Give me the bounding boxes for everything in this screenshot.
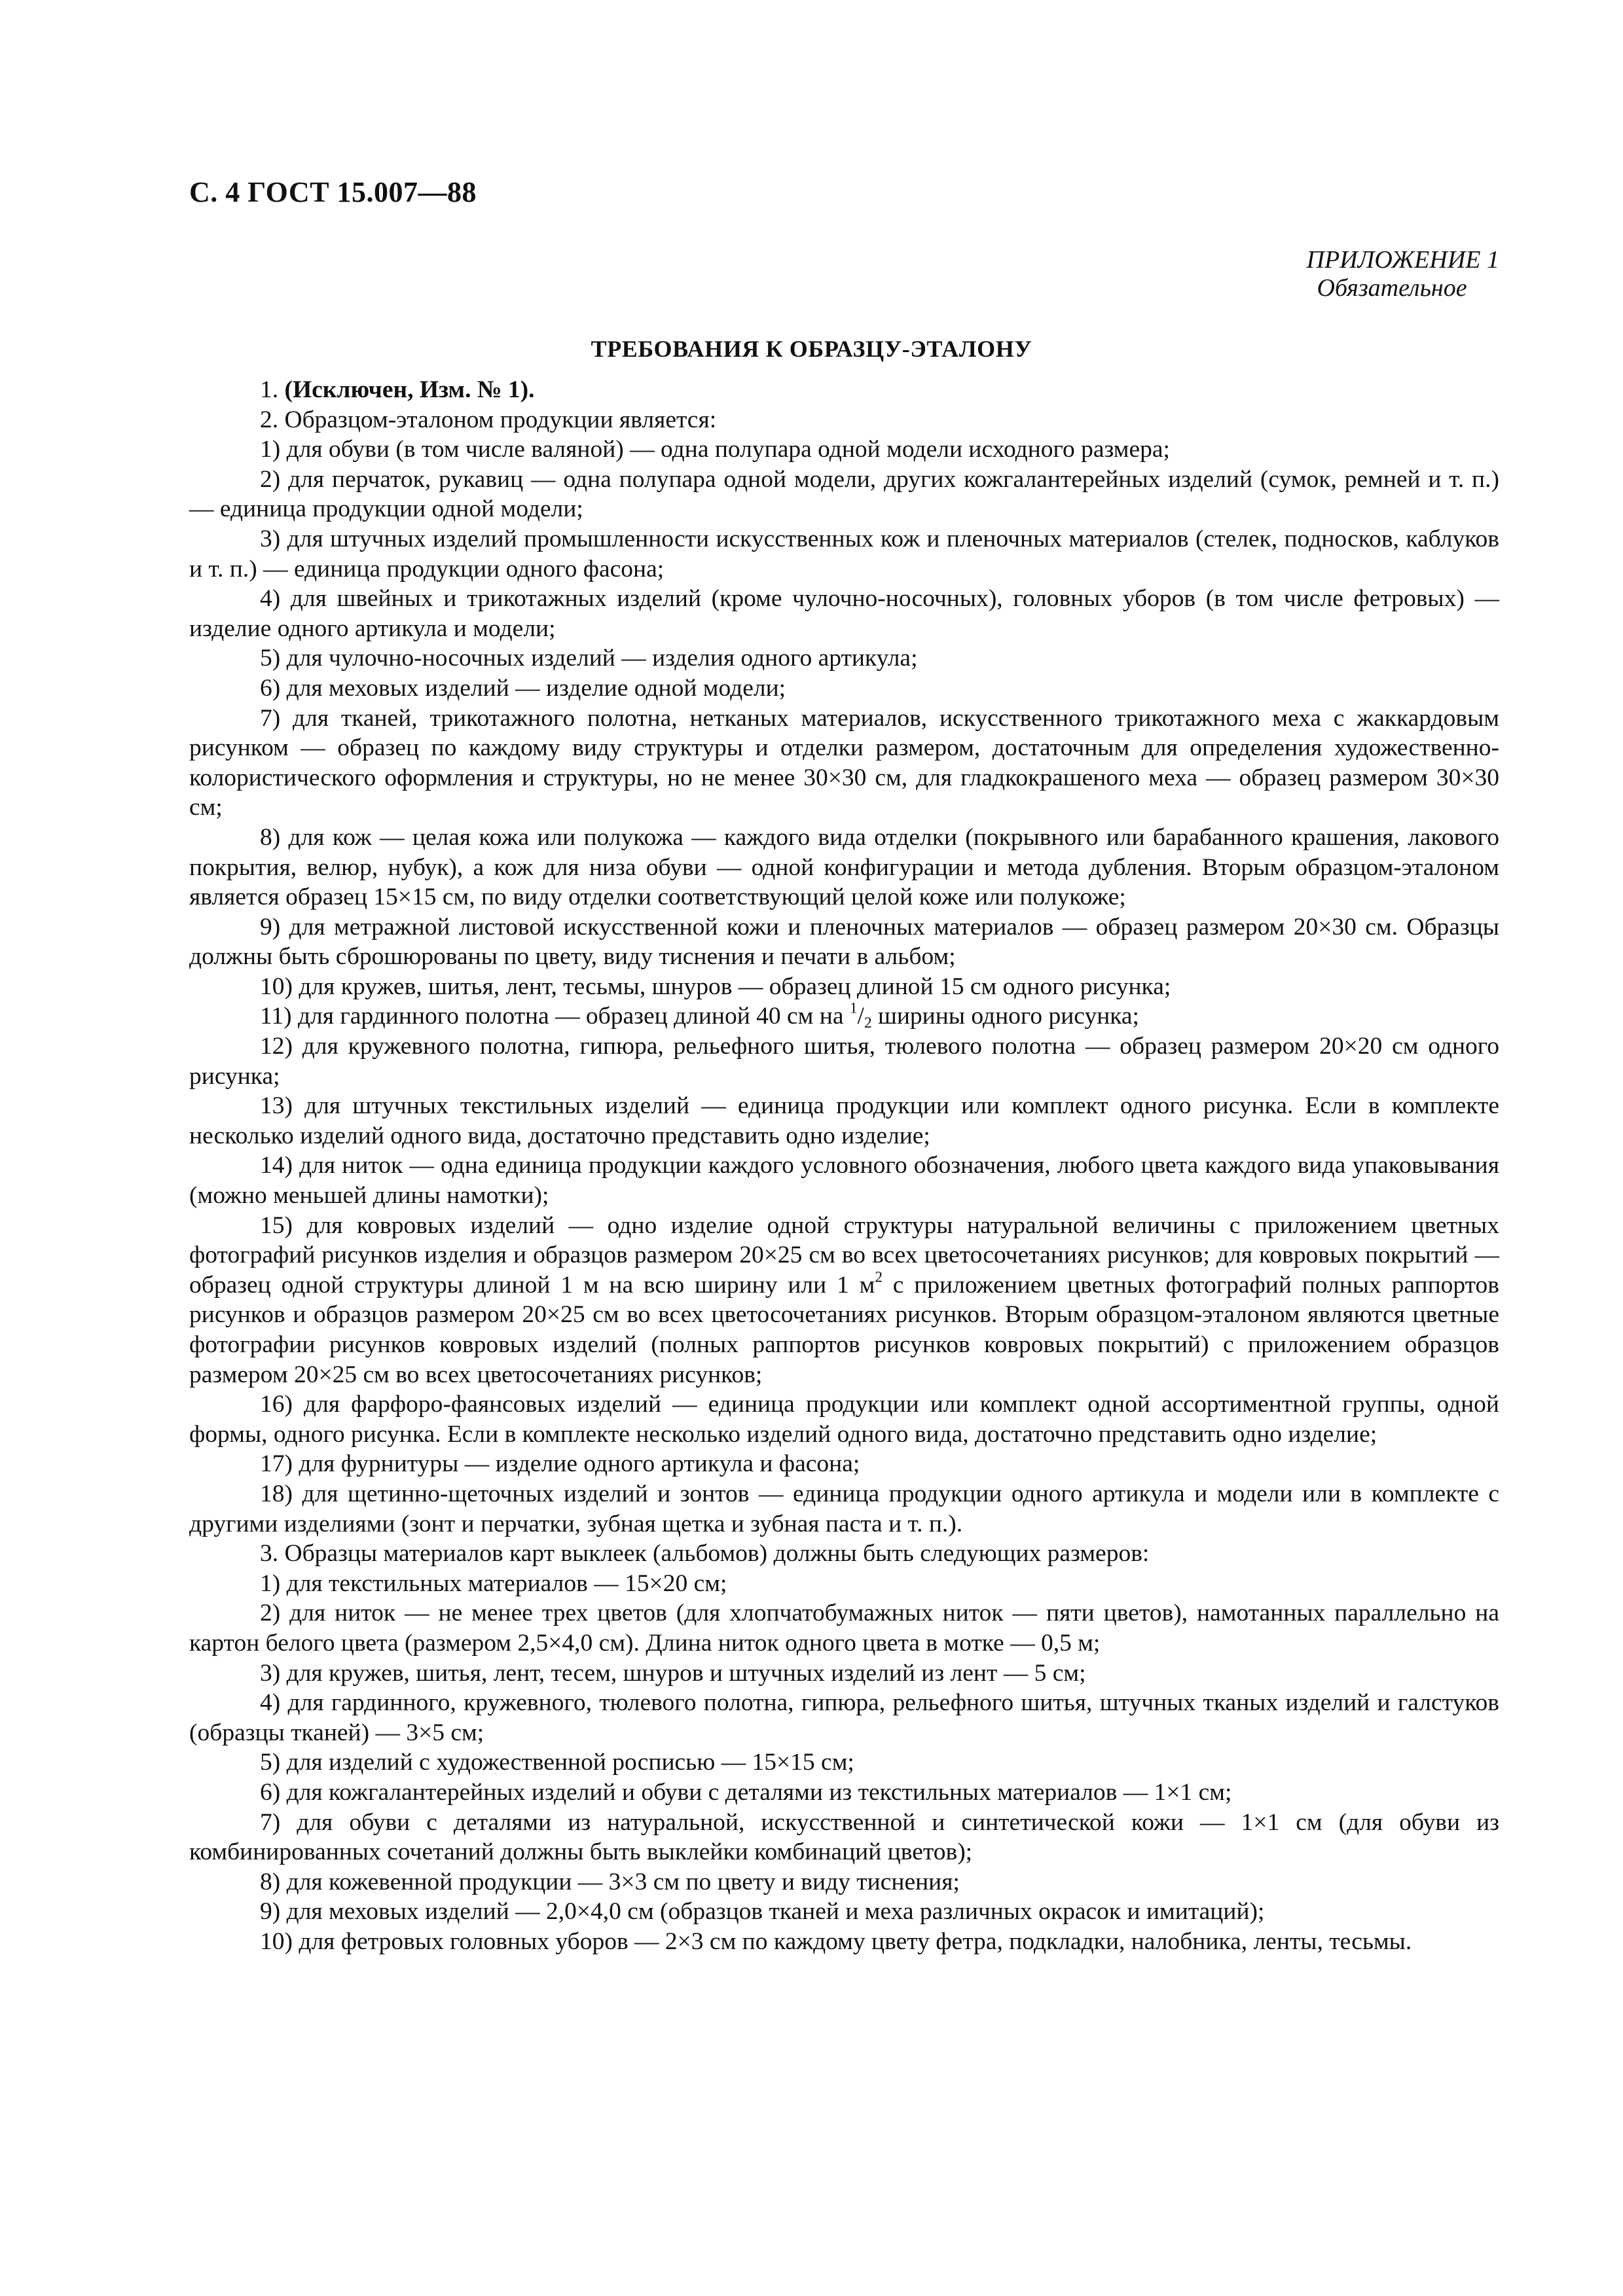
appendix-title: ПРИЛОЖЕНИЕ 1	[1306, 246, 1499, 274]
appendix-label	[1307, 246, 1499, 302]
paragraph-2: 2. Образцом-эталоном продукции является:	[260, 406, 717, 433]
fraction-numerator: 1	[849, 1000, 858, 1018]
list-item: 7) для обуви с деталями из натуральной, искусственной и синтетической кожи — 1×1 см (для обуви из комбинированных сочетаний должны быть выклейки комбинаций цветов);	[189, 1808, 1499, 1866]
list-item: 16) для фарфоро-фаянсовых изделий — единица продукции или комплект одной ассортиментной группы, одной формы, одного рисунка. Если в комплекте несколько изделий одного вида, достаточно представить одно изделие;	[189, 1391, 1499, 1448]
list-item: 9) для меховых изделий — 2,0×4,0 см (образцов тканей и меха различных окрасок и имитаций);	[260, 1898, 1265, 1926]
list-item: 5) для изделий с художественной росписью — 15×15 см;	[260, 1749, 854, 1776]
list-item	[189, 1001, 1499, 1031]
page-header: С. 4 ГОСТ 15.007—88	[189, 176, 477, 208]
list-item: 5) для чулочно-носочных изделий — изделия одного артикула;	[260, 645, 918, 672]
list-item	[189, 1211, 1499, 1390]
excluded-note: (Исключен, Изм. № 1).	[284, 376, 535, 403]
list-item: 18) для щетинно-щеточных изделий и зонтов — единица продукции одного артикула и модели или в комплекте с другими изделиями (зонт и перчатки, зубная щетка и зубная паста и т. п.).	[189, 1480, 1499, 1537]
list-item: 1) для обуви (в том числе валяной) — одна полупара одной модели исходного размера;	[260, 436, 1170, 463]
paragraph-1	[189, 375, 1499, 405]
list-item: 13) для штучных текстильных изделий — единица продукции или комплект одного рисунка. Если в комплекте несколько изделий одного вида, достаточно представить одно изделие;	[189, 1092, 1499, 1149]
text-run: 11) для гардинного полотна — образец длиной 40 см на	[260, 1003, 850, 1030]
list-item: 3) для кружев, шитья, лент, тесем, шнуров и штучных изделий из лент — 5 см;	[260, 1659, 1086, 1687]
fraction-denominator: 2	[864, 1014, 872, 1032]
list-item: 8) для кож — целая кожа или полукожа — каждого вида отделки (покрывного или барабанного крашения, лакового покрытия, велюр, нубук), а кож для низа обуви — одной конфигурации и метода дубления. Вторым образцом-эталоном является образец 15×15 см, по виду отделки соответствующий целой коже или полукоже;	[189, 823, 1499, 911]
list-item: 2) для ниток — не менее трех цветов (для хлопчатобумажных ниток — пяти цветов), намотанных параллельно на картон белого цвета (размером 2,5×4,0 см). Длина ниток одного цвета в мотке — 0,5 м;	[189, 1600, 1499, 1657]
list-item: 6) для меховых изделий — изделие одной модели;	[260, 674, 786, 702]
list-item: 10) для фетровых головных уборов — 2×3 см по каждому цвету фетра, подкладки, налобника, ленты, тесьмы.	[260, 1928, 1412, 1955]
list-item: 4) для гардинного, кружевного, тюлевого полотна, гипюра, рельефного шитья, штучных тканых изделий и галстуков (образцы тканей) — 3×5 см;	[189, 1689, 1499, 1746]
paragraph-3: 3. Образцы материалов карт выклеек (альбомов) должны быть следующих размеров:	[260, 1540, 1150, 1568]
list-item: 4) для швейных и трикотажных изделий (кроме чулочно-носочных), головных уборов (в том числе фетровых) — изделие одного артикула и модели;	[189, 585, 1499, 642]
list-item: 3) для штучных изделий промышленности искусственных кож и пленочных материалов (стелек, подносков, каблуков и т. п.) — единица продукции одного фасона;	[189, 525, 1499, 583]
text-run: с приложением цветных фотографий полных раппортов рисунков и образцов размером 20×25 см во всех цветосочетаниях рисунков. Вторым образцом-эталоном являются цветные фотографии рисунков ковровых изделий (полных раппортов рисунков ковровых покрытий) с приложением образцов размером 20×25 см во всех цветосочетаниях рисунков;	[189, 1271, 1499, 1388]
superscript: 2	[875, 1268, 883, 1286]
list-item: 1) для текстильных материалов — 15×20 см;	[260, 1570, 727, 1597]
list-item: 10) для кружев, шитья, лент, тесьмы, шнуров — образец длиной 15 см одного рисунка;	[260, 973, 1171, 1000]
list-item: 17) для фурнитуры — изделие одного артикула и фасона;	[260, 1450, 860, 1478]
list-item: 2) для перчаток, рукавиц — одна полупара одной модели, других кожгалантерейных изделий (сумок, ремней и т. п.) — единица продукции одной модели;	[189, 465, 1499, 523]
appendix-subtitle: Обязательное	[1317, 274, 1467, 302]
text-run: 15) для ковровых изделий — одно изделие одной структуры натуральной величины с приложением цветных фотографий рисунков изделия и образцов размером 20×25 см во всех цветосочетаниях рисунков; для ковровых покрытий — образец одной структуры длиной 1 м на всю ширину или 1 м	[189, 1211, 1499, 1299]
paragraph-number: 1.	[260, 376, 279, 403]
list-item: 12) для кружевного полотна, гипюра, рельефного шитья, тюлевого полотна — образец размером 20×20 см одного рисунка;	[189, 1033, 1499, 1090]
document-body	[189, 375, 1499, 1956]
text-run: ширины одного рисунка;	[871, 1003, 1139, 1030]
fraction-slash: /	[857, 1003, 864, 1030]
section-title: ТРЕБОВАНИЯ К ОБРАЗЦУ-ЭТАЛОНУ	[591, 336, 1032, 362]
list-item: 14) для ниток — одна единица продукции каждого условного обозначения, любого цвета каждого вида упаковывания (можно меньшей длины намотки);	[189, 1152, 1499, 1210]
list-item: 6) для кожгалантерейных изделий и обуви с деталями из текстильных материалов — 1×1 см;	[260, 1778, 1232, 1806]
list-item: 8) для кожевенной продукции — 3×3 см по цвету и виду тиснения;	[260, 1868, 960, 1895]
list-item: 7) для тканей, трикотажного полотна, нетканых материалов, искусственного трикотажного меха с жаккардовым рисунком — образец по каждому виду структуры и отделки размером, достаточным для определения художественно-колористического оформления и структуры, но не менее 30×30 см, для гладкокрашеного меха — образец размером 30×30 см;	[189, 704, 1499, 821]
list-item: 9) для метражной листовой искусственной кожи и пленочных материалов — образец размером 20×30 см. Образцы должны быть сброшюрованы по цвету, виду тиснения и печати в альбом;	[189, 913, 1499, 971]
